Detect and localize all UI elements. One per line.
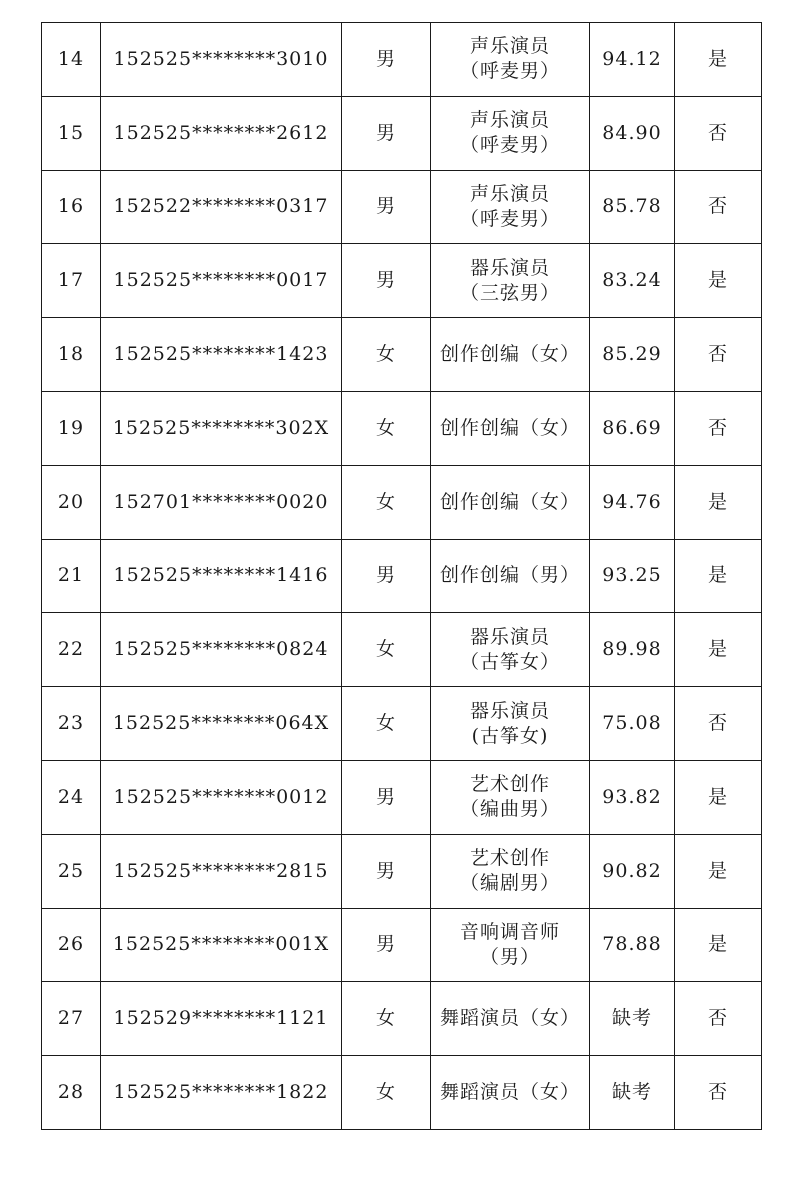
advance-status-cell: 是 (675, 244, 762, 318)
position-line: （呼麦男） (459, 134, 560, 157)
id-number-cell: 152525********1423 (101, 318, 342, 392)
advance-status-cell: 否 (675, 96, 762, 170)
advance-status-cell: 是 (675, 539, 762, 613)
position-cell (431, 23, 590, 97)
advance-status-cell: 是 (675, 613, 762, 687)
gender-cell: 男 (342, 539, 431, 613)
position-line: 声乐演员 (469, 109, 550, 132)
table-row (42, 391, 762, 465)
results-sheet (41, 22, 757, 1130)
position-cell (431, 391, 590, 465)
position-cell (431, 170, 590, 244)
position-cell (431, 318, 590, 392)
position-cell (431, 760, 590, 834)
row-number-cell: 14 (42, 23, 101, 97)
position-line: （呼麦男） (459, 207, 560, 230)
row-number-cell: 22 (42, 613, 101, 687)
position-line: 创作创编（女） (439, 343, 580, 366)
score-cell: 86.69 (590, 391, 675, 465)
id-number-cell: 152525********302X (101, 391, 342, 465)
position-cell (431, 834, 590, 908)
table-row (42, 539, 762, 613)
id-number-cell: 152529********1121 (101, 982, 342, 1056)
position-line: 舞蹈演员（女） (439, 1081, 580, 1104)
gender-cell: 男 (342, 834, 431, 908)
table-row (42, 244, 762, 318)
position-line: 音响调音师 (459, 920, 560, 943)
table-row (42, 96, 762, 170)
id-number-cell: 152525********001X (101, 908, 342, 982)
row-number-cell: 23 (42, 687, 101, 761)
position-line: 创作创编（女） (439, 416, 580, 439)
position-line: （男） (479, 945, 540, 968)
table-row (42, 318, 762, 392)
position-line: 艺术创作 (469, 847, 550, 870)
row-number-cell: 28 (42, 1056, 101, 1130)
table-row (42, 465, 762, 539)
row-number-cell: 18 (42, 318, 101, 392)
position-cell (431, 687, 590, 761)
gender-cell: 男 (342, 170, 431, 244)
position-line: 舞蹈演员（女） (439, 1007, 580, 1030)
position-line: 器乐演员 (469, 256, 550, 279)
position-line: 创作创编（女） (439, 490, 580, 513)
position-line: （三弦男） (459, 281, 560, 304)
table-row (42, 23, 762, 97)
table-row (42, 982, 762, 1056)
table-row (42, 1056, 762, 1130)
score-cell: 93.82 (590, 760, 675, 834)
score-cell: 93.25 (590, 539, 675, 613)
score-cell: 94.12 (590, 23, 675, 97)
advance-status-cell: 是 (675, 908, 762, 982)
row-number-cell: 21 (42, 539, 101, 613)
position-cell (431, 539, 590, 613)
table-row (42, 613, 762, 687)
gender-cell: 女 (342, 687, 431, 761)
score-cell: 90.82 (590, 834, 675, 908)
position-line: （编曲男） (459, 798, 560, 821)
score-cell: 缺考 (590, 1056, 675, 1130)
id-number-cell: 152525********0012 (101, 760, 342, 834)
gender-cell: 女 (342, 391, 431, 465)
id-number-cell: 152525********1822 (101, 1056, 342, 1130)
position-cell (431, 96, 590, 170)
score-cell: 83.24 (590, 244, 675, 318)
gender-cell: 女 (342, 982, 431, 1056)
position-cell (431, 465, 590, 539)
row-number-cell: 16 (42, 170, 101, 244)
gender-cell: 女 (342, 318, 431, 392)
advance-status-cell: 否 (675, 982, 762, 1056)
position-line: 声乐演员 (469, 35, 550, 58)
advance-status-cell: 否 (675, 391, 762, 465)
table-row (42, 834, 762, 908)
position-cell (431, 1056, 590, 1130)
id-number-cell: 152525********2815 (101, 834, 342, 908)
gender-cell: 男 (342, 244, 431, 318)
gender-cell: 男 (342, 908, 431, 982)
id-number-cell: 152525********1416 (101, 539, 342, 613)
table-row (42, 687, 762, 761)
advance-status-cell: 否 (675, 1056, 762, 1130)
id-number-cell: 152525********2612 (101, 96, 342, 170)
position-line: 艺术创作 (469, 773, 550, 796)
advance-status-cell: 是 (675, 834, 762, 908)
advance-status-cell: 否 (675, 687, 762, 761)
position-cell (431, 244, 590, 318)
gender-cell: 男 (342, 23, 431, 97)
score-cell: 缺考 (590, 982, 675, 1056)
gender-cell: 女 (342, 465, 431, 539)
position-line: 器乐演员 (469, 699, 550, 722)
position-cell (431, 982, 590, 1056)
table-row (42, 908, 762, 982)
position-cell (431, 908, 590, 982)
row-number-cell: 20 (42, 465, 101, 539)
results-table-body (42, 23, 762, 1130)
score-cell: 94.76 (590, 465, 675, 539)
advance-status-cell: 否 (675, 318, 762, 392)
position-line: （编剧男） (459, 872, 560, 895)
table-row (42, 760, 762, 834)
position-cell (431, 613, 590, 687)
id-number-cell: 152522********0317 (101, 170, 342, 244)
row-number-cell: 17 (42, 244, 101, 318)
score-cell: 75.08 (590, 687, 675, 761)
score-cell: 84.90 (590, 96, 675, 170)
position-line: （古筝女） (459, 650, 560, 673)
position-line: 声乐演员 (469, 182, 550, 205)
row-number-cell: 26 (42, 908, 101, 982)
score-cell: 89.98 (590, 613, 675, 687)
row-number-cell: 25 (42, 834, 101, 908)
position-line: 创作创编（男） (439, 564, 580, 587)
advance-status-cell: 是 (675, 465, 762, 539)
score-cell: 85.29 (590, 318, 675, 392)
id-number-cell: 152525********0824 (101, 613, 342, 687)
row-number-cell: 15 (42, 96, 101, 170)
row-number-cell: 24 (42, 760, 101, 834)
id-number-cell: 152525********3010 (101, 23, 342, 97)
gender-cell: 女 (342, 1056, 431, 1130)
table-row (42, 170, 762, 244)
gender-cell: 男 (342, 760, 431, 834)
position-line: 器乐演员 (469, 625, 550, 648)
position-line: (古筝女) (471, 724, 549, 747)
row-number-cell: 19 (42, 391, 101, 465)
id-number-cell: 152525********0017 (101, 244, 342, 318)
gender-cell: 女 (342, 613, 431, 687)
advance-status-cell: 是 (675, 23, 762, 97)
results-table (41, 22, 762, 1130)
gender-cell: 男 (342, 96, 431, 170)
score-cell: 78.88 (590, 908, 675, 982)
score-cell: 85.78 (590, 170, 675, 244)
id-number-cell: 152525********064X (101, 687, 342, 761)
position-line: （呼麦男） (459, 60, 560, 83)
advance-status-cell: 是 (675, 760, 762, 834)
id-number-cell: 152701********0020 (101, 465, 342, 539)
row-number-cell: 27 (42, 982, 101, 1056)
advance-status-cell: 否 (675, 170, 762, 244)
